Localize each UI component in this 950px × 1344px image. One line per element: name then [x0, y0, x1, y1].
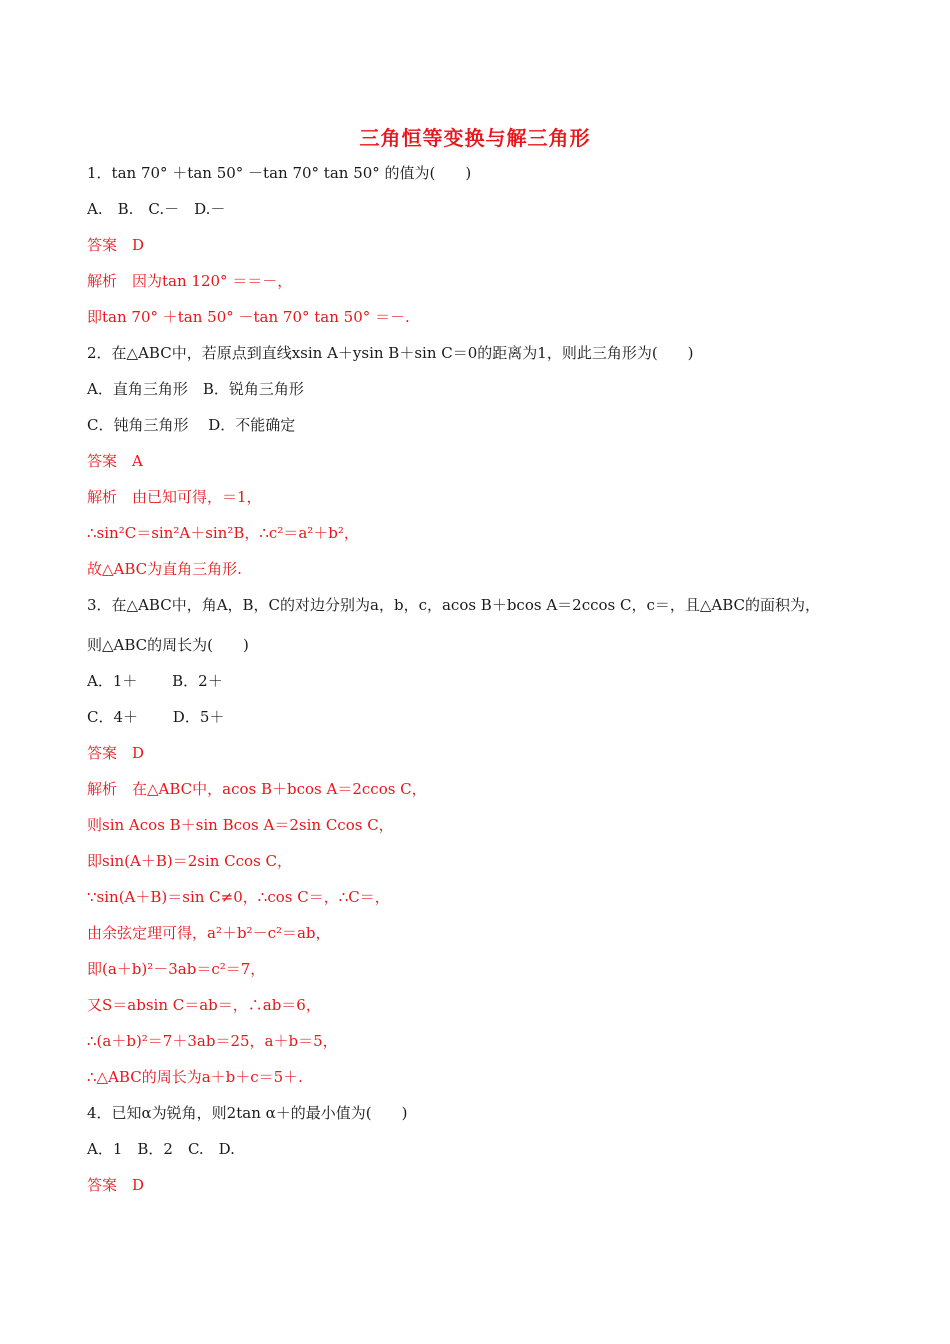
q3-stem: 则△ABC的周长为( ): [87, 636, 249, 654]
q1-analysis-line: 解析 因为tan 120° ＝＝－，: [87, 272, 293, 290]
q3-analysis-line: 即sin(A＋B)＝2sin Ccos C，: [87, 852, 293, 870]
q3-analysis-line: 解析 在△ABC中，acos B＋bcos A＝2ccos C，: [87, 780, 427, 798]
q4-stem: 4．已知α为锐角，则2tan α＋的最小值为( ): [87, 1104, 408, 1122]
q3-analysis-line: ∵sin(A＋B)＝sin C≠0，∴cos C＝，∴C＝，: [87, 888, 390, 906]
q1-analysis-line: 即tan 70° ＋tan 50° －tan 70° tan 50° ＝－.: [87, 308, 410, 326]
q3-analysis-line: 又S＝absin C＝ab＝，∴ab＝6，: [87, 996, 321, 1014]
q2-analysis-line: ∴sin²C＝sin²A＋sin²B，∴c²＝a²＋b²，: [87, 524, 359, 542]
q4-options: A．1 B．2 C. D.: [87, 1140, 235, 1158]
q2-analysis-line: 解析 由已知可得，＝1，: [87, 488, 262, 506]
q3-analysis-line: ∴(a＋b)²＝7＋3ab＝25，a＋b＝5，: [87, 1032, 338, 1050]
q1-options: A. B. C.－ D.－: [87, 200, 226, 218]
q3-analysis-line: 由余弦定理可得，a²＋b²－c²＝ab，: [87, 924, 331, 942]
q3-options: A．1＋ B．2＋: [87, 672, 223, 690]
q4-answer: 答案 D: [87, 1176, 145, 1194]
q3-analysis-line: ∴△ABC的周长为a＋b＋c＝5＋.: [87, 1068, 303, 1086]
q3-answer: 答案 D: [87, 744, 145, 762]
q2-stem: 2．在△ABC中，若原点到直线xsin A＋ysin B＋sin C＝0的距离为1，则此三角形为( ): [87, 344, 694, 362]
q2-options: C．钝角三角形 D．不能确定: [87, 416, 296, 434]
q2-analysis-line: 故△ABC为直角三角形.: [87, 560, 242, 578]
q1-answer: 答案 D: [87, 236, 145, 254]
q2-answer: 答案 A: [87, 452, 143, 470]
page-title: 三角恒等变换与解三角形: [359, 126, 591, 150]
q3-options: C．4＋ D．5＋: [87, 708, 225, 726]
q3-analysis-line: 即(a＋b)²－3ab＝c²＝7，: [87, 960, 266, 978]
q2-options: A．直角三角形 B．锐角三角形: [87, 380, 304, 398]
q3-analysis-line: 则sin Acos B＋sin Bcos A＝2sin Ccos C，: [87, 816, 394, 834]
q3-stem: 3．在△ABC中，角A，B，C的对边分别为a，b，c，acos B＋bcos A＝2ccos C，c＝，且△ABC的面积为，: [87, 596, 821, 614]
q1-stem: 1．tan 70° ＋tan 50° －tan 70° tan 50° 的值为( ): [87, 164, 472, 182]
